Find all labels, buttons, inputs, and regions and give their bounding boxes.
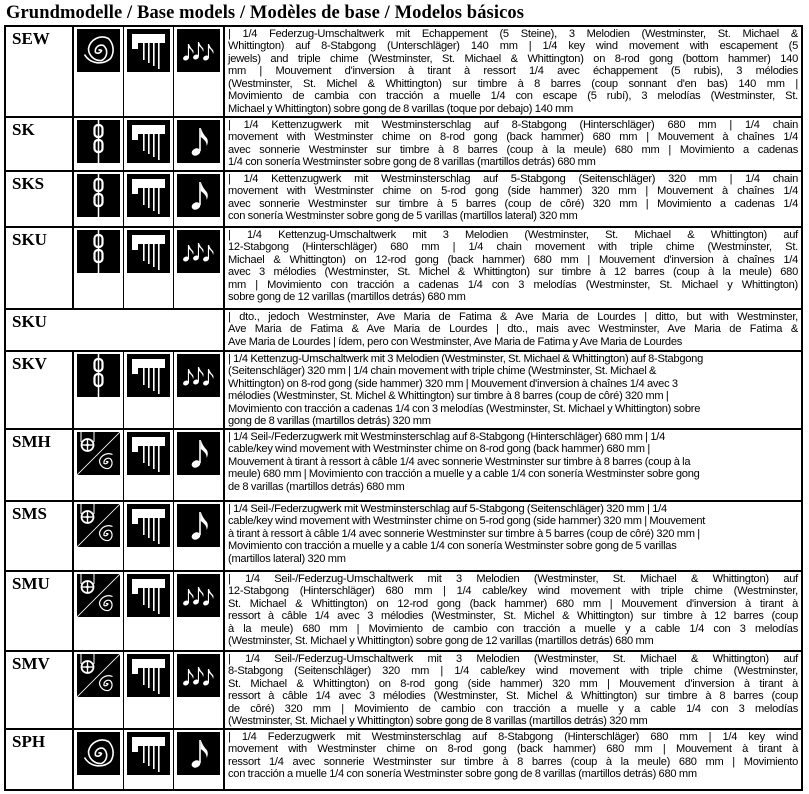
description-line: Movimiento con tracción a cadenas 1/4 con 3 melodías (Westminster, St. Michael y Whittington) sobre (228, 402, 701, 415)
icon-cell (73, 171, 124, 227)
triple-notes-icon (177, 574, 220, 617)
description-line: gong de 8 varillas (martillos detrás) 320 mm (228, 415, 431, 428)
description-line: (Seitenschläger) 320 mm | 1/4 chain movement with triple chime (Westminster, St. Michael & (228, 365, 657, 378)
icon-cell (174, 651, 225, 729)
model-row (5, 309, 802, 351)
model-description (224, 171, 802, 227)
description-line: mm | Movimiento con tracción a cadenas 1/4 con 3 melodías (Westminster, St. Michael y Whittington) (228, 278, 798, 291)
icon-cell (174, 429, 225, 501)
model-row (5, 571, 802, 651)
description-line: | 1/4 Kettenzug-Umschaltwerk mit 3 Melodien (Westminster, St. Michael & Whittington) auf (228, 229, 798, 241)
description-line: ressort à câble 1/4 avec 3 mélodies (Westminster, St. Michel & Whittington) sur timbre à 8 barres (coup (228, 690, 798, 703)
description-line: (Westminster, St. Michel & Whittington) sur timbre à 8 barres (coup sonnant d'en bas) 140 mm | (228, 77, 798, 90)
description-line: | dto., jedoch Westminster, Ave Maria de Fatima & Ave Maria de Lourdes | ditto, but with Westminster, (228, 311, 798, 323)
description-line: 12-Stabgong (Hinterschläger) 680 mm | 1/4 cable/key wind movement with triple chime (Westminster, (228, 585, 798, 598)
models-table-body (5, 26, 802, 790)
description-line: | 1/4 Federzug-Umschaltwerk mit Echappement (5 Steine), 3 Melodien (Westminster, St. Michael & (228, 28, 798, 40)
description-line: avec sonnerie Westminster sur timbre à 5 barres (coup de côré) 320 mm | Movimiento a cadenas 1/4 (228, 197, 798, 210)
description-line: à la meule) 680 mm | Movimiento de cambio con tracción a muelle y a cable 1/4 con 3 melodías (228, 622, 798, 635)
description-line: mélodies (Westminster, St. Michel & Whittington) sur timbre à 8 barres (coup de côré) 320 mm | (228, 390, 669, 403)
icon-cell (124, 117, 174, 171)
description-line: movement with Westminster chime on 8-rod gong (back hammer) 680 mm | Mouvement à chaînes 1/4 (228, 131, 798, 144)
icon-cell (174, 571, 225, 651)
icon-cell (73, 571, 124, 651)
description-line: Movimiento de cambia con tracción a muelle 1/4 con escape (5 rubí), 3 melodías (Westminster, St. (228, 90, 798, 103)
single-note-icon (177, 174, 220, 217)
gong-rods-icon (127, 654, 170, 697)
model-code: SEW (5, 26, 73, 117)
model-code: SMU (5, 571, 73, 651)
model-description (224, 501, 802, 571)
model-description (224, 309, 802, 351)
description-line: cable/key wind movement with Westminster chime on 8-rod gong (back hammer) 680 mm | (228, 443, 650, 456)
icon-cell (174, 351, 225, 429)
model-row (5, 26, 802, 117)
model-code: SPH (5, 729, 73, 790)
cable-spring-icon (77, 574, 120, 617)
model-description (224, 429, 802, 501)
triple-notes-icon (177, 29, 220, 72)
page-title: Grundmodelle / Base models / Modèles de base / Modelos básicos (6, 3, 525, 23)
description-line: Mouvement à tirant à ressort à câble 1/4 avec sonnerie Westminster sur timbre à 8 barres (coup à la (228, 455, 691, 468)
triple-notes-icon (177, 354, 220, 397)
model-row (5, 171, 802, 227)
icon-cell (73, 227, 124, 309)
chain-icon (77, 120, 120, 163)
chain-icon (77, 230, 120, 273)
single-note-icon (177, 732, 220, 775)
single-note-icon (177, 120, 220, 163)
icon-cell (174, 117, 225, 171)
description-line: St. Michael & Whittington) on 12-rod gong (back hammer) 680 mm | Mouvement d'inversion à tirant à (228, 597, 798, 610)
description-line: mm | Mouvement d'inversion à tirant à ressort 1/4 avec échappement (5 rubis), 3 mélodies (228, 65, 798, 78)
gong-rods-icon (127, 174, 170, 217)
model-row (5, 501, 802, 571)
spring-icon (77, 29, 120, 72)
icon-cell (174, 171, 225, 227)
icon-cell (124, 571, 174, 651)
description-line: con tracción a muelle 1/4 con sonería Westminster sobre gong de 8 varillas (martillos detrás) 680 mm (228, 768, 697, 781)
description-line: St. Michael & Whittington) on 8-rod gong (side hammer) 320 mm | Mouvement d'inversion à tirant à (228, 677, 798, 690)
description-line: movement with Westminster chime on 5-rod gong (side hammer) 320 mm | Mouvement à chaînes 1/4 (228, 185, 798, 198)
model-code: SMS (5, 501, 73, 571)
description-line: ressort à câble 1/4 avec 3 mélodies (Westminster, St. Michel & Whittington) sur timbre à 12 barres (coup (228, 610, 798, 623)
gong-rods-icon (127, 354, 170, 397)
gong-rods-icon (127, 120, 170, 163)
model-description (224, 729, 802, 790)
spring-icon (77, 732, 120, 775)
description-line: | 1/4 Kettenzugwerk mit Westminsterschlag auf 5-Stabgong (Seitenschläger) 320 mm | 1/4 chain (228, 173, 798, 185)
model-code: SMV (5, 651, 73, 729)
cable-spring-icon (77, 504, 120, 547)
model-code: SK (5, 117, 73, 171)
gong-rods-icon (127, 29, 170, 72)
description-line: de côré) 320 mm | Movimiento de cambio con tracción a muelle y a cable 1/4 con 3 melodías (228, 702, 798, 715)
model-code: SKU (5, 309, 224, 351)
icon-cell (174, 729, 225, 790)
gong-rods-icon (127, 504, 170, 547)
model-code: SKV (5, 351, 73, 429)
icon-cell (124, 501, 174, 571)
icon-cell (73, 26, 124, 117)
icon-cell (124, 26, 174, 117)
description-line: con sonería Westminster sobre gong de 5 varillas (martillos lateral) 320 mm (228, 210, 578, 223)
gong-rods-icon (127, 230, 170, 273)
icon-cell (73, 117, 124, 171)
model-description (224, 26, 802, 117)
description-line: jewels) and triple chime (Westminster, St. Michael & Whittington) on 8-rod gong (bottom hammer) 140 (228, 52, 798, 65)
description-line: meule) 680 mm | Movimiento con tracción a muelle y a cable 1/4 con sonería Westminster sobre gong (228, 468, 700, 481)
single-note-icon (177, 432, 220, 475)
description-line: 12-Stabgong (Hinterschläger) 680 mm | 1/4 chain movement with triple chime (Westminster, St. (228, 241, 798, 254)
description-line: | 1/4 Kettenzugwerk mit Westminsterschlag auf 8-Stabgong (Hinterschläger) 680 mm | 1/4 chain (228, 119, 798, 131)
icon-cell (73, 501, 124, 571)
triple-notes-icon (177, 654, 220, 697)
description-line: Ave Maria de Lourdes | ídem, pero con Westminster, Ave Maria de Fatima y Ave Maria de Lourdes (228, 335, 683, 348)
icon-cell (124, 729, 174, 790)
description-line: | 1/4 Seil-/Federzug-Umschaltwerk mit 3 Melodien (Westminster, St. Michael & Whittington) auf (228, 573, 798, 585)
cable-spring-icon (77, 654, 120, 697)
description-line: movement with Westminster chime on 8-rod gong (back hammer) 680 mm | Mouvement à tirant à (228, 743, 798, 756)
chain-icon (77, 354, 120, 397)
triple-notes-icon (177, 230, 220, 273)
model-description (224, 117, 802, 171)
icon-cell (124, 429, 174, 501)
gong-rods-icon (127, 732, 170, 775)
model-description (224, 227, 802, 309)
description-line: cable/key wind movement with Westminster chime on 5-rod gong (side hammer) 320 mm | Mouvement (228, 515, 706, 528)
description-line: (Westminster, St. Michael y Whittington) sobre gong de 12 varillas (martillos detrás) 680 mm (228, 635, 654, 648)
description-line: Ave Maria de Fatima & Ave Maria de Lourdes | dto., mais avec Westminster, Ave Maria de Fatima & (228, 323, 798, 336)
description-line: avec sonnerie Westminster sur timbre à 8 barres (coup à la meule) 680 mm | Movimiento a cadenas (228, 143, 798, 156)
icon-cell (124, 351, 174, 429)
description-line: 1/4 con sonería Westminster sobre gong de 8 varillas (martillos detrás) 680 mm (228, 156, 596, 169)
icon-cell (73, 429, 124, 501)
single-note-icon (177, 504, 220, 547)
model-description (224, 351, 802, 429)
description-line: avec 3 mélodies (Westminster, St. Michel & Whittington) sur timbre à 12 barres (coup à la meule) 680 (228, 266, 798, 279)
icon-cell (73, 351, 124, 429)
icon-cell (124, 171, 174, 227)
icon-cell (124, 227, 174, 309)
description-line: à tirant à ressort à câble 1/4 avec sonnerie Westminster sur timbre à 5 barres (coup de côré) 320 mm | (228, 527, 700, 540)
model-code: SKU (5, 227, 73, 309)
model-row (5, 429, 802, 501)
icon-cell (174, 227, 225, 309)
model-row (5, 651, 802, 729)
description-line: | 1/4 Seil-/Federzugwerk mit Westminsterschlag auf 5-Stabgong (Seitenschläger) 320 mm | 1/4 (228, 503, 667, 515)
description-line: 8-Stabgong (Seitenschläger) 320 mm | 1/4 cable/key wind movement with triple chime (Westminster, (228, 665, 798, 678)
model-code: SKS (5, 171, 73, 227)
description-line: Michael & Whittington) on 12-rod gong (back hammer) 680 mm | Mouvement d'inversion à chaînes 1/4 (228, 253, 798, 266)
description-line: Whittington) auf 8-Stabgong (Unterschläger) 140 mm | 1/4 key wind movement with escapement (5 (228, 40, 798, 53)
model-code: SMH (5, 429, 73, 501)
model-description (224, 571, 802, 651)
model-row (5, 729, 802, 790)
icon-cell (73, 729, 124, 790)
gong-rods-icon (127, 574, 170, 617)
description-line: (martillos lateral) 320 mm (228, 552, 346, 565)
chain-icon (77, 174, 120, 217)
icon-cell (174, 501, 225, 571)
description-line: sobre gong de 12 varillas (martillos detrás) 680 mm (228, 291, 466, 304)
description-line: | 1/4 Kettenzug-Umschaltwerk mit 3 Melodien (Westminster, St. Michael & Whittington) auf 8-Stabgong (228, 353, 703, 365)
model-description (224, 651, 802, 729)
models-table (4, 25, 803, 791)
model-row (5, 117, 802, 171)
description-line: | 1/4 Federzugwerk mit Westminsterschlag auf 8-Stabgong (Hinterschläger) 680 mm | 1/4 key wind (228, 731, 798, 743)
icon-cell (73, 651, 124, 729)
description-line: ressort 1/4 avec sonnerie Westminster sur timbre à 8 barres (coup à la meule) 680 mm | Movimiento (228, 755, 798, 768)
description-line: Movimiento con tracción a muelle y a cable 1/4 con sonería Westminster sobre gong de 5 varillas (228, 540, 677, 553)
model-row (5, 351, 802, 429)
icon-cell (174, 26, 225, 117)
description-line: de 8 varillas (martillos detrás) 680 mm (228, 480, 405, 493)
model-row (5, 227, 802, 309)
description-line: (Westminster, St. Michael y Whittington) sobre gong de 8 varillas (martillos detrás) 320 mm (228, 715, 648, 728)
cable-spring-icon (77, 432, 120, 475)
description-line: Whittington) on 8-rod gong (side hammer) 320 mm | Mouvement d'inversion à chaînes 1/4 avec 3 (228, 377, 678, 390)
icon-cell (124, 651, 174, 729)
description-line: | 1/4 Seil-/Federzugwerk mit Westminsterschlag auf 8-Stabgong (Hinterschläger) 680 mm | 1/4 (228, 431, 666, 443)
description-line: | 1/4 Seil-/Federzug-Umschaltwerk mit 3 Melodien (Westminster, St. Michael & Whittington) auf (228, 653, 798, 665)
gong-rods-icon (127, 432, 170, 475)
description-line: Michael y Whittington) sobre gong de 8 varillas (toque por debajo) 140 mm (228, 102, 574, 115)
